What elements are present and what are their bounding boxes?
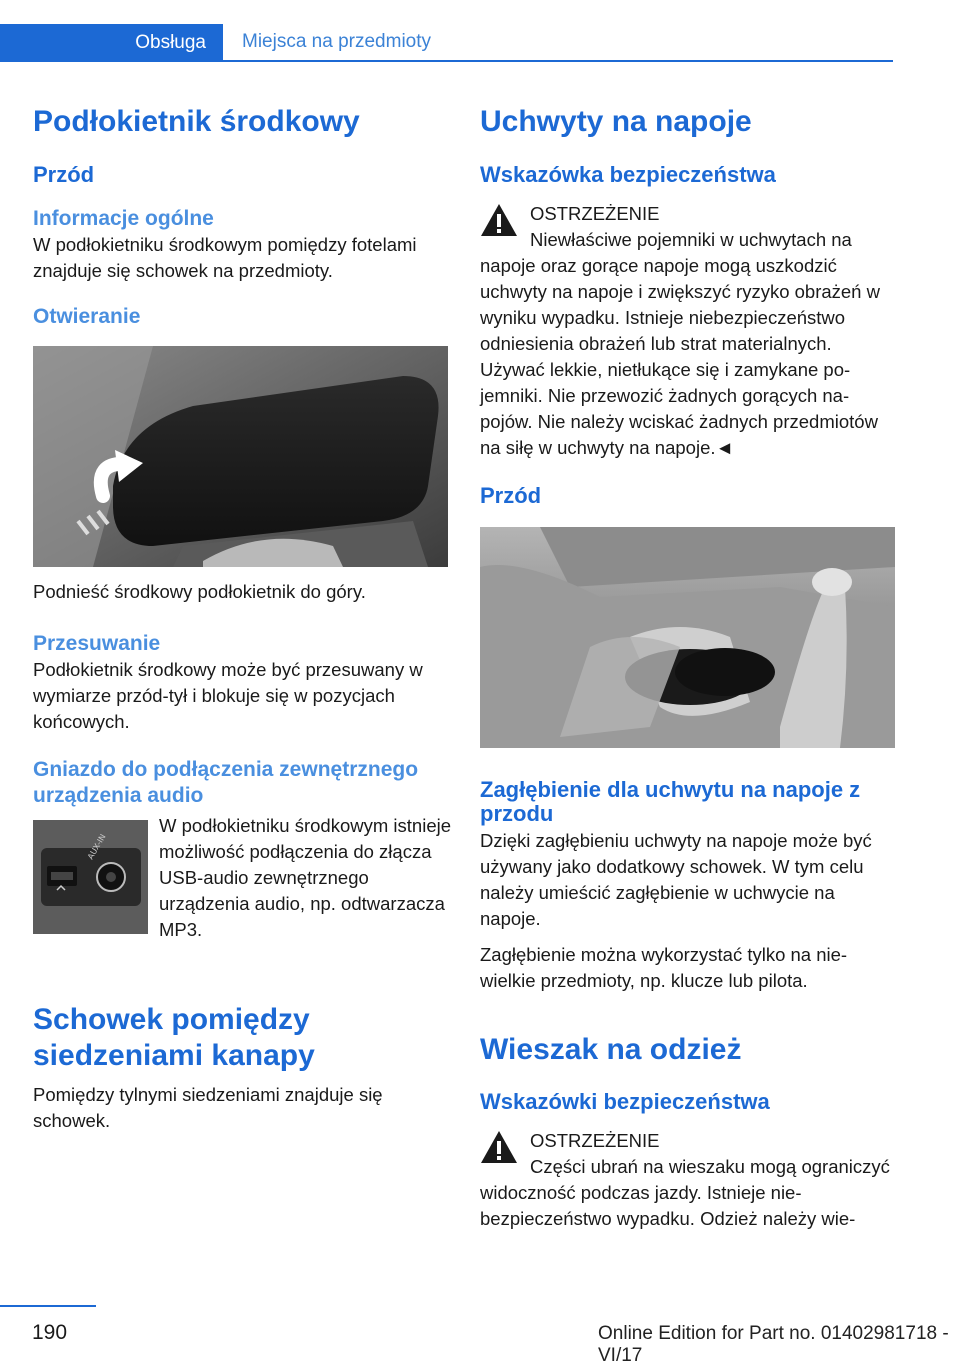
header-rule bbox=[0, 60, 893, 62]
tab-obsluga[interactable]: Obsługa bbox=[0, 24, 223, 62]
general-info-text: W podłokietniku środkowym pomiędzy fotelami znajduje się schowek na przedmioty. bbox=[33, 234, 417, 281]
edition-note: Online Edition for Part no. 01402981718 - VI/17 bbox=[598, 1323, 949, 1366]
warning-title: OSTRZEŻENIE bbox=[530, 203, 660, 224]
warning-title-2: OSTRZEŻENIE bbox=[530, 1130, 660, 1151]
coat-hook-safety-heading: Wskazówki bezpieczeństwa bbox=[480, 1089, 770, 1114]
tab-miejsca-na-przedmioty[interactable]: Miejsca na przedmioty bbox=[242, 31, 432, 52]
cupholder-photo bbox=[480, 527, 895, 748]
safety-note-heading: Wskazówka bezpieczeństwa bbox=[480, 162, 776, 187]
usb-aux-illustration bbox=[33, 820, 148, 934]
recess-text-2: Zagłębienie można wykorzystać tylko na niewielkie przedmioty, np. klucze lub pilota. bbox=[480, 944, 848, 991]
sliding-heading: Przesuwanie bbox=[33, 632, 161, 655]
left-column bbox=[33, 100, 452, 1134]
armrest-front-heading: Przód bbox=[33, 162, 95, 187]
usb-aux-photo bbox=[33, 820, 148, 934]
rear-storage-text: Pomiędzy tylnymi siedzeniami znajduje się schowek. bbox=[33, 1084, 383, 1131]
opening-heading: Otwieranie bbox=[33, 305, 141, 328]
recess-text-1: Dzięki zagłębieniu uchwyty na napoje może być używany jako dodatkowy schowek. W tym celu należy umieścić zagłębienie w uchwycie na napoje. bbox=[480, 830, 872, 929]
general-info-heading: Informacje ogólne bbox=[33, 207, 214, 230]
warning-text-2: Części ubrań na wieszaku mogą ograniczyć widoczność podczas jazdy. Istnieje niebezpieczeństwo wypadku. Odzież należy wie- bbox=[480, 1156, 890, 1229]
right-column bbox=[480, 100, 895, 1232]
audio-socket-text: W podłokietniku środkowym istnieje możliwość podłączenia do złącza USB-audio zewnętrznego urządzenia audio, np. odtwarzacza MP3. bbox=[159, 815, 452, 940]
page-number: 190 bbox=[32, 1321, 68, 1344]
warning-cupholders bbox=[480, 201, 895, 461]
front-heading: Przód bbox=[480, 483, 542, 508]
warning-text: Niewłaściwe pojemniki w uchwytach na napoje oraz gorące napoje mogą uszkodzić uchwyty na napoje i zwiększyć ryzyko obrażeń w wyniku wypadku. Istnieje niebezpieczeństwo odniesienia obrażeń lub strat materialnych. Używać lekkie, nietłukące się i zamykane pojemniki. Nie przewozić żadnych gorących napojów. Nie należy wciskać żadnych przedmiotów na siłę w uchwyty na napoje.◄ bbox=[480, 229, 880, 458]
armrest-title: Podłokietnik środkowy bbox=[33, 105, 360, 138]
warning-triangle-icon bbox=[480, 203, 518, 237]
rear-storage-title: Schowek pomiędzy siedzeniami kanapy bbox=[33, 1003, 315, 1072]
warning-coat-hook bbox=[480, 1128, 895, 1232]
opening-caption: Podnieść środkowy podłokietnik do góry. bbox=[33, 581, 366, 602]
recess-heading: Zagłębienie dla uchwytu na napoje z przodu bbox=[480, 777, 861, 826]
warning-header-2 bbox=[480, 1128, 895, 1154]
cupholders-title: Uchwyty na napoje bbox=[480, 105, 752, 138]
aux-label: AUX-IN bbox=[85, 832, 108, 861]
audio-socket-block bbox=[33, 813, 452, 973]
coat-hook-title: Wieszak na odzież bbox=[480, 1033, 742, 1066]
chapter-tab-bar bbox=[0, 24, 893, 62]
armrest-illustration bbox=[33, 346, 448, 567]
warning-triangle-icon bbox=[480, 1130, 518, 1164]
footer-rule bbox=[0, 1305, 96, 1307]
audio-socket-heading: Gniazdo do podłączenia zewnętrznego urządzenia audio bbox=[33, 758, 419, 807]
cupholder-illustration bbox=[480, 527, 895, 748]
armrest-photo bbox=[33, 346, 448, 567]
sliding-text: Podłokietnik środkowy może być przesuwany w wymiarze przód-tył i blokuje się w pozycjach końcowych. bbox=[33, 659, 423, 732]
warning-header bbox=[480, 201, 895, 227]
